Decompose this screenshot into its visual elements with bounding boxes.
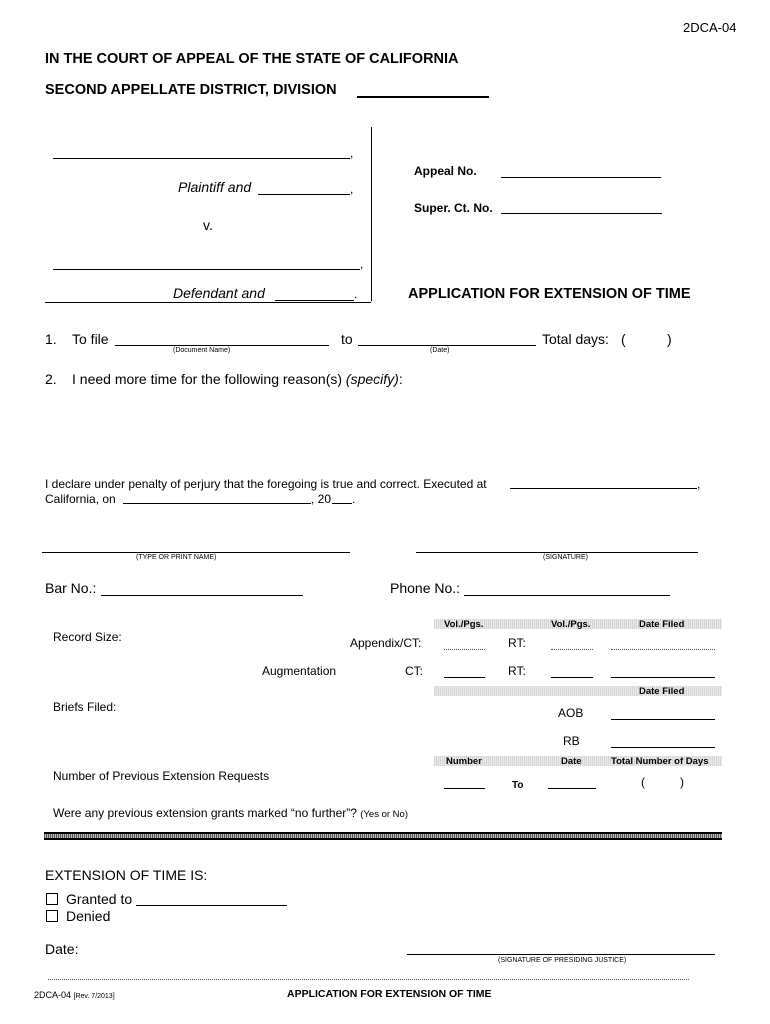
print-name-field[interactable]: [42, 552, 350, 553]
defendant-role-field[interactable]: [275, 300, 354, 301]
caption-comma-3: ,: [360, 257, 364, 271]
vol-pgs-header-2: Vol./Pgs.: [551, 619, 591, 630]
appeal-no-label: Appeal No.: [414, 164, 477, 178]
super-ct-no-field[interactable]: [501, 213, 662, 214]
item1-date-caption: (Date): [430, 347, 450, 354]
augmentation-label: Augmentation: [262, 664, 337, 678]
extension-heading: EXTENSION OF TIME IS:: [45, 867, 208, 883]
print-name-caption: (TYPE OR PRINT NAME): [136, 554, 217, 561]
caption-divider: [371, 127, 372, 301]
item1-to-label: to: [341, 331, 353, 347]
item1-number: 1.: [45, 331, 57, 347]
item1-date-field[interactable]: [358, 345, 536, 346]
rt-vol-field-1[interactable]: [551, 649, 593, 650]
prev-ext-open-paren: (: [641, 775, 645, 789]
plaintiff-label: Plaintiff and: [178, 179, 252, 195]
total-days-close-paren: ): [667, 331, 672, 347]
vol-pgs-header-1: Vol./Pgs.: [444, 619, 484, 630]
prev-ext-to-label: To: [512, 780, 524, 791]
footer-code: [34, 990, 115, 1000]
footer-title: APPLICATION FOR EXTENSION OF TIME: [287, 988, 492, 1000]
rb-label: RB: [563, 734, 580, 748]
item2-specify: (specify): [345, 371, 399, 387]
record-date-filed-field[interactable]: [611, 649, 715, 650]
reasons-area[interactable]: [45, 395, 725, 463]
denied-checkbox[interactable]: [46, 910, 58, 922]
executed-at-field[interactable]: [510, 488, 697, 489]
total-days-label: Total days:: [542, 331, 609, 347]
footer-rev: [Rev. 7/2013]: [73, 993, 115, 1000]
division-field[interactable]: [357, 96, 489, 98]
appeal-no-field[interactable]: [501, 177, 661, 178]
defendant-label: Defendant and: [173, 285, 265, 301]
footer-code-text: 2DCA-04: [34, 990, 72, 1000]
bar-no-field[interactable]: [101, 595, 303, 596]
prev-ext-label: Number of Previous Extension Requests: [53, 769, 270, 783]
document-name-field[interactable]: [115, 345, 329, 346]
declaration-comma: ,: [697, 477, 701, 491]
item2-number: 2.: [45, 371, 57, 387]
declaration-year-prefix: , 20: [311, 492, 332, 506]
caption-period: .: [354, 287, 358, 301]
item2-colon: :: [398, 371, 403, 387]
form-code: 2DCA-04: [683, 20, 737, 35]
prev-ext-close-paren: ): [680, 775, 684, 789]
date-filed-header-2: Date Filed: [639, 686, 685, 697]
item2-text: I need more time for the following reason(s): [72, 371, 343, 387]
signature-caption: (SIGNATURE): [543, 554, 588, 561]
number-header: Number: [446, 756, 482, 767]
declaration-line1: I declare under penalty of perjury that the foregoing is true and correct. Executed at: [45, 477, 487, 491]
executed-on-field[interactable]: [123, 503, 311, 504]
aug-date-filed-field[interactable]: [611, 677, 715, 678]
appendix-ct-vol-field[interactable]: [444, 649, 485, 650]
footer-dotted-rule: [48, 979, 689, 980]
caption-comma-2: ,: [350, 182, 354, 196]
plaintiff-role-field[interactable]: [258, 194, 350, 195]
aug-ct-field[interactable]: [444, 677, 485, 678]
phone-no-label: Phone No.:: [390, 580, 461, 596]
total-days-open-paren: (: [621, 331, 626, 347]
yes-no-hint: (Yes or No): [360, 809, 408, 820]
date-filed-header-1: Date Filed: [639, 619, 685, 630]
prev-ext-date-field[interactable]: [548, 788, 596, 789]
form-title: APPLICATION FOR EXTENSION OF TIME: [408, 286, 691, 302]
no-further-question: [53, 806, 408, 820]
presiding-signature-caption: (SIGNATURE OF PRESIDING JUSTICE): [498, 957, 627, 964]
prev-ext-number-field[interactable]: [444, 788, 485, 789]
briefs-filed-label: Briefs Filed:: [53, 700, 117, 714]
item1-to-file-label: To file: [72, 331, 109, 347]
phone-no-field[interactable]: [464, 595, 670, 596]
rt-label-2: RT:: [508, 664, 526, 678]
denied-label: Denied: [66, 908, 111, 924]
rt-label-1: RT:: [508, 636, 526, 650]
no-further-text: Were any previous extension grants marked “no further”?: [53, 806, 357, 820]
presiding-signature-field[interactable]: [407, 954, 715, 955]
total-days-header: Total Number of Days: [611, 756, 709, 767]
granted-label: Granted to: [66, 891, 133, 907]
bar-no-label: Bar No.:: [45, 580, 97, 596]
appendix-ct-label: Appendix/CT:: [350, 636, 422, 650]
item2-reason-text: [72, 371, 403, 387]
declaration-line2-prefix: California, on: [45, 492, 116, 506]
versus-label: v.: [203, 217, 213, 233]
ct-label: CT:: [405, 664, 423, 678]
caption-comma-1: ,: [350, 146, 354, 160]
signature-field[interactable]: [416, 552, 698, 553]
aob-date-field[interactable]: [611, 719, 715, 720]
executed-year-field[interactable]: [332, 503, 352, 504]
granted-checkbox[interactable]: [46, 893, 58, 905]
declaration-period: .: [352, 492, 356, 506]
record-size-label: Record Size:: [53, 630, 122, 644]
court-title: IN THE COURT OF APPEAL OF THE STATE OF CALIFORNIA: [45, 51, 459, 67]
rb-date-field[interactable]: [611, 747, 715, 748]
ruling-date-label: Date:: [45, 941, 79, 957]
plaintiff-name-field[interactable]: [53, 158, 350, 159]
section-separator: [44, 832, 722, 840]
caption-bottom-rule: [45, 302, 371, 303]
defendant-name-field[interactable]: [53, 269, 360, 270]
date-header: Date: [561, 756, 582, 767]
super-ct-no-label: Super. Ct. No.: [414, 201, 493, 215]
aug-rt-field[interactable]: [551, 677, 593, 678]
document-name-caption: (Document Name): [173, 347, 231, 354]
granted-date-field[interactable]: [136, 905, 287, 906]
aob-label: AOB: [558, 706, 584, 720]
district-label: SECOND APPELLATE DISTRICT, DIVISION: [45, 82, 337, 98]
